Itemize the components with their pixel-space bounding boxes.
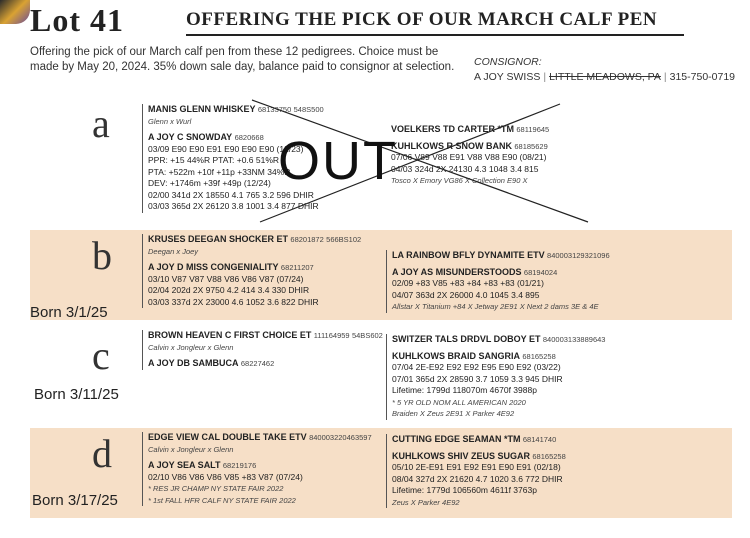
- lot-letter: a: [92, 101, 110, 146]
- dam-record: 03/10 V87 V87 V88 V86 V86 V87 (07/24): [148, 273, 304, 284]
- dam-record: 02/10 V86 V86 V86 V85 +83 V87 (07/24): [148, 471, 303, 482]
- grand-dam-record: 04/03 324d 2X 24130 4.3 1048 3.4 815: [391, 163, 539, 174]
- dam-name: A JOY SEA SALT: [148, 460, 221, 470]
- grand-dam-record: Allstar X Titanium +84 X Jetway 2E91 X Next 2 dams 3E & 4E: [392, 302, 599, 311]
- dam-record: * 1st FALL HFR CALF NY STATE FAIR 2022: [148, 495, 296, 505]
- grand-dam-record: Braiden X Zeus 2E91 X Parker 4E92: [392, 409, 515, 418]
- grand-sire-block: LA RAINBOW BFLY DYNAMITE ETV 840003129321096 A JOY AS MISUNDERSTOODS 68194024 02/09 +83 V85 +83 +84 +83 +83 (01/21) 04/07 363d 2X 26000 4.0 1045 3.4 895 Allstar X Titanium +84 X Jetway 2E91 X Next 2 dams 3E & 4E: [386, 250, 726, 313]
- grand-dam-record: Lifetime: 1779d 106560m 4611f 3763p: [392, 485, 537, 495]
- lot-number: Lot 41: [30, 2, 124, 38]
- grand-dam-name: KUHLKOWS SHIV ZEUS SUGAR: [392, 450, 531, 461]
- grand-dam-record: * 5 YR OLD NOM ALL AMERICAN 2020: [392, 397, 526, 407]
- second-sire-name: SWITZER TALS DRDVL DOBOY ET: [392, 334, 541, 344]
- grand-dam-record: 05/10 2E-E91 E91 E92 E91 E90 E91 (02/18): [392, 462, 561, 472]
- sire-block: KRUSES DEEGAN SHOCKER ET 68201872 566BS102 Deegan x Joey A JOY D MISS CONGENIALITY 68211207 03/10 V87 V87 V88 V86 V86 V87 (07/24) 02/04 202d 2X 9750 4.2 414 3.4 330 DHIR 03/03 337d 2X 23000 4.6 1052 3.6 822 DHIR: [142, 234, 382, 308]
- grand-dam-record: 07/01 365d 2X 28590 3.7 1059 3.3 945 DHIR: [392, 373, 563, 384]
- lot-letter: d: [92, 431, 112, 476]
- dam-name: A JOY D MISS CONGENIALITY: [148, 262, 279, 272]
- born-date: Born 3/11/25: [34, 386, 119, 403]
- grand-dam-record: 02/09 +83 V85 +83 +84 +83 +83 (01/21): [392, 278, 544, 288]
- second-sire-name: LA RAINBOW BFLY DYNAMITE ETV: [392, 250, 545, 260]
- grand-dam-name: A JOY AS MISUNDERSTOODS: [392, 266, 522, 277]
- grand-dam-record: Zeus X Parker 4E92: [392, 497, 460, 507]
- sire-pedigree: Calvin x Jongleur x Glenn: [148, 342, 234, 352]
- lot-letter: b: [92, 233, 112, 278]
- grand-sire-block: VOELKERS TD CARTER *TM 68119645 KUHLKOWS R SNOW BANK 68185629 07/06 V89 V88 E91 V88 V88 E90 (08/21) 04/03 324d 2X 24130 4.3 1048 3.4 815 Tosco X Emory VG86 X Collection E90 X: [386, 124, 626, 187]
- dam-record: 02/04 202d 2X 9750 4.2 414 3.4 330 DHIR: [148, 285, 310, 295]
- second-sire-name: VOELKERS TD CARTER *TM: [391, 124, 515, 134]
- lot-option-b: [30, 230, 732, 320]
- consignor-location: LITTLE MEADOWS, PA: [549, 71, 661, 83]
- out-mark: OUT: [278, 131, 398, 191]
- grand-dam-record: 07/04 2E-E92 E92 E92 E95 E90 E92 (03/22): [392, 362, 561, 372]
- intro-text: Offering the pick of our March calf pen from these 12 pedigrees. Choice must be made by May 20, 2024. 35% down sale day, balance paid to consignor at selection.: [30, 46, 455, 73]
- sire-block: MANIS GLENN WHISKEY 68133750 548S500 Glenn x Wurl A JOY C SNOWDAY 6820668 03/09 E90 E90 E91 E90 E90 E90 (12/23) PPR: +15 44%R PTAT: +0.6 51%R PTA: +522m +10f +11p +33NM 34%R DEV: +1746m +39f +49p (12/24) 02/00 341d 2X 18550 4.1 765 3.2 596 DHIR 03/03 365d 2X 26120 3.8 1001 3.4 877 DHIR: [142, 104, 382, 213]
- dam-record: 02/00 341d 2X 18550 4.1 765 3.2 596 DHIR: [148, 189, 314, 200]
- dam-record: PTA: +522m +10f +11p +33NM 34%R: [148, 166, 291, 177]
- sire-pedigree: Calvin x Jongleur x Glenn: [148, 444, 234, 454]
- grand-dam-record: 07/06 V89 V88 E91 V88 V88 E90 (08/21): [391, 152, 547, 162]
- lot-option-d: [30, 428, 732, 518]
- title-divider: [186, 34, 684, 36]
- grand-dam-record: Lifetime: 1799d 118070m 4670f 3988p: [392, 385, 537, 395]
- born-date: Born 3/1/25: [30, 304, 108, 321]
- dam-record: 03/09 E90 E90 E91 E90 E90 E90 (12/23): [148, 143, 304, 154]
- consignor-name: A JOY SWISS: [474, 71, 541, 83]
- grand-sire-block: SWITZER TALS DRDVL DOBOY ET 840003133889643 KUHLKOWS BRAID SANGRIA 68165258 07/04 2E-E92 E92 E92 E95 E90 E92 (03/22) 07/01 365d 2X 28590 3.7 1059 3.3 945 DHIR Lifetime: 1799d 118070m 4670f 3988p * 5 YR OLD NOM ALL AMERICAN 2020 Braiden X Zeus 2E91 X Parker 4E92: [386, 334, 726, 420]
- dam-name: A JOY C SNOWDAY: [148, 132, 233, 142]
- dam-record: 03/03 337d 2X 23000 4.6 1052 3.6 822 DHIR: [148, 296, 319, 307]
- lot-title: OFFERING THE PICK OF OUR MARCH CALF PEN: [186, 9, 658, 30]
- consignor-phone: 315-750-0719: [669, 71, 736, 83]
- dam-record: 03/03 365d 2X 26120 3.8 1001 3.4 877 DHIR: [148, 201, 319, 211]
- lot-letter: c: [92, 333, 110, 378]
- consignor-info: A JOY SWISS | LITTLE MEADOWS, PA | 315-750-0719: [474, 71, 736, 83]
- dam-record: DEV: +1746m +39f +49p (12/24): [148, 178, 271, 188]
- corner-logo: [0, 0, 30, 24]
- grand-dam-record: 04/07 363d 2X 26000 4.0 1045 3.4 895: [392, 289, 540, 300]
- sire-pedigree: Glenn x Wurl: [148, 116, 192, 126]
- born-date: Born 3/17/25: [32, 492, 118, 509]
- sire-pedigree: Deegan x Joey: [148, 246, 199, 256]
- sire-block: EDGE VIEW CAL DOUBLE TAKE ETV 840003220463597 Calvin x Jongleur x Glenn A JOY SEA SALT 68219176 02/10 V86 V86 V86 V85 +83 V87 (07/24) * RES JR CHAMP NY STATE FAIR 2022 * 1st FALL HFR CALF NY STATE FAIR 2022: [142, 432, 387, 506]
- dam-record: PPR: +15 44%R PTAT: +0.6 51%R: [148, 155, 280, 165]
- consignor-label: CONSIGNOR:: [474, 56, 542, 68]
- sire-name: BROWN HEAVEN C FIRST CHOICE ET: [148, 330, 312, 340]
- dam-name: A JOY DB SAMBUCA: [148, 358, 239, 368]
- grand-dam-name: KUHLKOWS R SNOW BANK: [391, 140, 512, 151]
- second-sire-name: CUTTING EDGE SEAMAN *TM: [392, 434, 521, 444]
- sire-name: KRUSES DEEGAN SHOCKER ET: [148, 234, 289, 244]
- grand-sire-block: CUTTING EDGE SEAMAN *TM 68141740 KUHLKOWS SHIV ZEUS SUGAR 68165258 05/10 2E-E91 E91 E92 E91 E90 E91 (02/18) 08/04 327d 2X 21620 4.7 1020 3.6 772 DHIR Lifetime: 1779d 106560m 4611f 3763p Zeus X Parker 4E92: [386, 434, 726, 508]
- sire-name: MANIS GLENN WHISKEY: [148, 104, 256, 114]
- lot-option-c: [30, 326, 732, 421]
- grand-dam-record: 08/04 327d 2X 21620 4.7 1020 3.6 772 DHIR: [392, 473, 563, 484]
- grand-dam-record: Tosco X Emory VG86 X Collection E90 X: [391, 176, 528, 185]
- dam-record: * RES JR CHAMP NY STATE FAIR 2022: [148, 484, 284, 493]
- grand-dam-name: KUHLKOWS BRAID SANGRIA: [392, 350, 520, 361]
- sire-name: EDGE VIEW CAL DOUBLE TAKE ETV: [148, 432, 307, 442]
- sire-block: BROWN HEAVEN C FIRST CHOICE ET 111164959 54BS602 Calvin x Jongleur x Glenn A JOY DB SAMBUCA 68227462: [142, 330, 387, 370]
